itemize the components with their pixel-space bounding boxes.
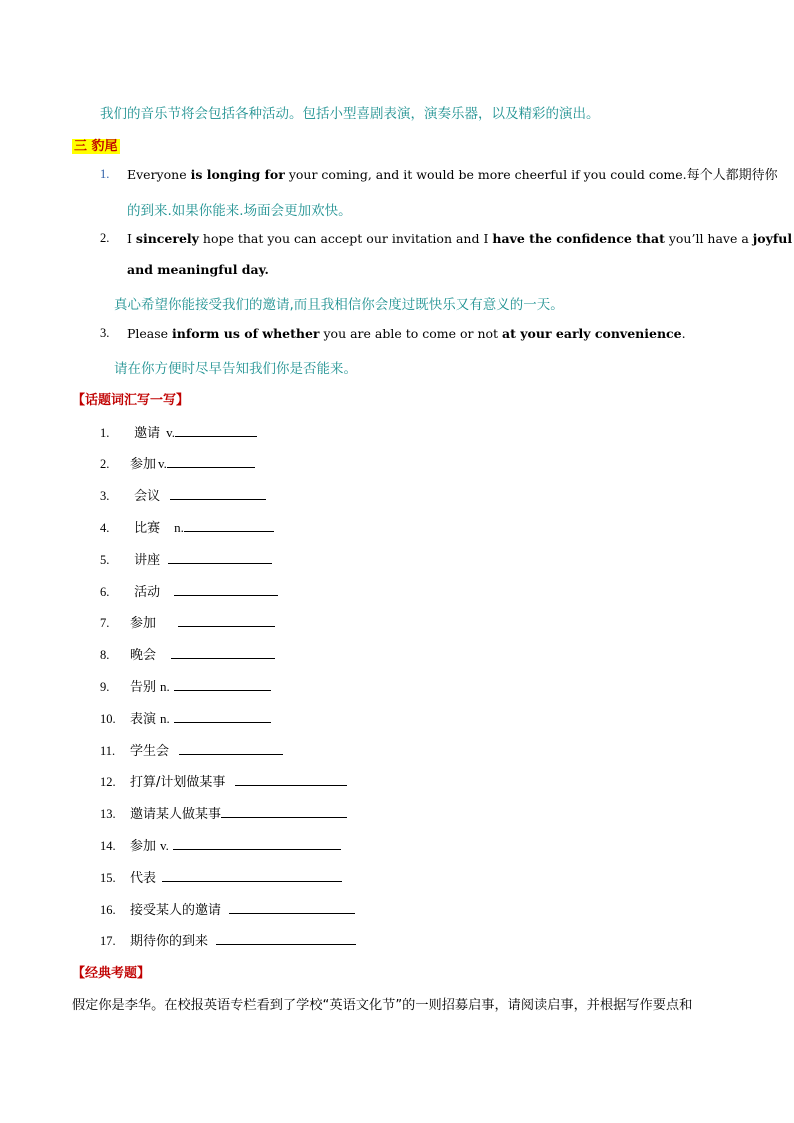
section-title xyxy=(72,135,120,154)
vocab-item-17 xyxy=(100,930,356,949)
text-run: you are able to come or not xyxy=(319,326,503,341)
bold-phrase: sincerely xyxy=(135,231,199,246)
vocab-item-2 xyxy=(100,453,255,472)
item-chinese: 活动 xyxy=(130,585,161,600)
answer-blank[interactable] xyxy=(167,453,255,468)
answer-blank[interactable] xyxy=(170,485,266,500)
item-chinese: 晚会 xyxy=(130,648,157,663)
vocab-item-15 xyxy=(100,867,342,886)
vocab-item-4 xyxy=(100,517,274,536)
text-run: . xyxy=(681,326,686,341)
ending-2-number: 2. xyxy=(100,231,110,245)
item-number: 9. xyxy=(100,680,110,694)
item-chinese: 接受某人的邀请 xyxy=(130,903,222,918)
answer-blank[interactable] xyxy=(216,930,356,945)
item-number: 1. xyxy=(100,426,110,440)
answer-blank[interactable] xyxy=(229,899,355,914)
item-number: 16. xyxy=(100,903,116,917)
item-chinese: 期待你的到来 xyxy=(130,934,209,949)
text-run: hope that you can accept our invitation and I xyxy=(198,231,493,246)
answer-blank[interactable] xyxy=(174,676,271,691)
ending-3-chinese: 请在你方便时尽早告知我们你是否能来。 xyxy=(114,361,357,377)
answer-blank[interactable] xyxy=(175,422,257,437)
item-chinese: 学生会 xyxy=(130,744,170,759)
vocab-item-5 xyxy=(100,549,272,568)
exam-prompt: 假定你是李华。在校报英语专栏看到了学校“英语文化节”的一则招募启事，请阅读启事，并根据写作要点和 xyxy=(72,998,693,1013)
text-run: your coming, and it would be more cheerful if you could come. xyxy=(284,167,687,182)
item-number: 6. xyxy=(100,585,110,599)
item-chinese: 邀请某人做某事 xyxy=(130,807,222,822)
vocab-item-3 xyxy=(100,485,266,504)
item-pos: n. xyxy=(160,711,170,726)
item-chinese: 比赛 xyxy=(130,521,161,536)
bold-phrase: at your early convenience xyxy=(502,326,682,341)
item-number: 17. xyxy=(100,934,116,948)
answer-blank[interactable] xyxy=(162,867,342,882)
item-number: 11. xyxy=(100,744,116,758)
answer-blank[interactable] xyxy=(168,549,272,564)
ending-2-english-line2: and meaningful day. xyxy=(127,262,269,277)
item-chinese: 会议 xyxy=(130,489,161,504)
item-pos: v. xyxy=(158,456,167,471)
vocab-title: 【话题词汇写一写】 xyxy=(72,393,190,408)
answer-blank[interactable] xyxy=(221,803,347,818)
text-run: Please xyxy=(127,326,173,341)
answer-blank[interactable] xyxy=(174,581,278,596)
answer-blank[interactable] xyxy=(173,835,341,850)
ending-3-english xyxy=(127,325,686,343)
item-number: 14. xyxy=(100,839,116,853)
item-number: 8. xyxy=(100,648,110,662)
vocab-item-1 xyxy=(100,422,257,441)
vocab-item-10 xyxy=(100,708,271,727)
item-chinese: 代表 xyxy=(130,871,157,886)
ending-2-chinese: 真心希望你能接受我们的邀请,而且我相信你会度过既快乐又有意义的一天。 xyxy=(114,297,564,313)
bold-phrase: have the confidence that xyxy=(492,231,665,246)
item-chinese: 讲座 xyxy=(130,553,161,568)
item-number: 13. xyxy=(100,807,116,821)
item-chinese: 告别 xyxy=(130,680,157,695)
answer-blank[interactable] xyxy=(184,517,274,532)
item-number: 7. xyxy=(100,616,110,630)
text-run: Everyone xyxy=(127,167,191,182)
item-number: 4. xyxy=(100,521,110,535)
answer-blank[interactable] xyxy=(179,740,283,755)
ending-1-number: 1. xyxy=(100,167,110,181)
vocab-item-13 xyxy=(100,803,347,822)
item-chinese: 参加 xyxy=(130,457,157,472)
bold-phrase: inform us of whether xyxy=(172,326,320,341)
item-number: 15. xyxy=(100,871,116,885)
item-number: 10. xyxy=(100,712,116,726)
item-number: 2. xyxy=(100,457,110,471)
item-pos: n. xyxy=(160,679,170,694)
item-number: 5. xyxy=(100,553,110,567)
item-pos: n. xyxy=(174,520,184,535)
vocab-item-12 xyxy=(100,771,347,790)
vocab-item-16 xyxy=(100,899,355,918)
ending-2-english-line1 xyxy=(127,230,792,248)
item-chinese: 邀请 xyxy=(130,426,161,441)
item-number: 12. xyxy=(100,775,116,789)
bold-phrase: is longing for xyxy=(190,167,285,182)
ending-1-chinese: 的到来.如果你能来.场面会更加欢快。 xyxy=(127,203,352,219)
item-chinese: 参加 xyxy=(130,616,157,631)
ending-3-number: 3. xyxy=(100,326,110,340)
bold-phrase: joyful xyxy=(752,231,793,246)
vocab-item-11 xyxy=(100,740,283,759)
vocab-item-9 xyxy=(100,676,271,695)
vocab-item-6 xyxy=(100,581,278,600)
item-chinese: 表演 xyxy=(130,712,157,727)
section-title-text: 三 豹尾 xyxy=(74,139,118,154)
text-run: you’ll have a xyxy=(664,231,753,246)
text-run: I xyxy=(127,231,136,246)
item-chinese: 参加 xyxy=(130,839,157,854)
vocab-item-8 xyxy=(100,644,275,663)
item-chinese: 打算/计划做某事 xyxy=(130,775,226,790)
intro-line: 我们的音乐节将会包括各种活动。包括小型喜剧表演，演奏乐器，以及精彩的演出。 xyxy=(100,106,600,122)
ending-1-english xyxy=(127,166,778,185)
answer-blank[interactable] xyxy=(174,708,271,723)
vocab-item-7 xyxy=(100,612,275,631)
item-pos: v. xyxy=(160,838,169,853)
exam-title: 【经典考题】 xyxy=(72,966,151,981)
answer-blank[interactable] xyxy=(235,771,347,786)
chinese-inline: 每个人都期待你 xyxy=(686,168,778,183)
answer-blank[interactable] xyxy=(171,644,275,659)
item-number: 3. xyxy=(100,489,110,503)
vocab-item-14 xyxy=(100,835,341,854)
answer-blank[interactable] xyxy=(178,612,275,627)
item-pos: v. xyxy=(166,425,176,440)
